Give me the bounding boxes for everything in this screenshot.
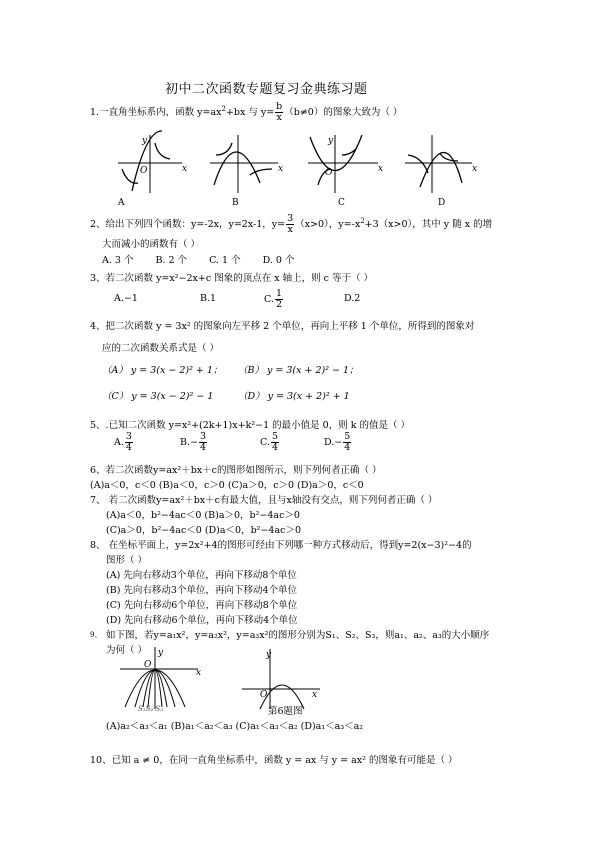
q2-fraction: $\frac{3}{x}$	[287, 213, 294, 235]
question-9-figures	[110, 645, 350, 713]
question-4-line2: 应的二次函数关系式是（ ）	[102, 343, 220, 354]
q6-parabola-figure	[242, 649, 320, 709]
graph-c-x: x	[378, 164, 384, 174]
question-1-stem: 1.一直角坐标系内，函数 $y=ax^2+bx$ 与 y= $\frac{b}{x}$ （b≠0）的图象大致为（ ）	[90, 101, 403, 123]
question-9-line2: 为何（ ）	[106, 645, 148, 656]
question-1-graphs	[110, 125, 480, 210]
question-4-option-c: （C） y = 3(x − 2)² − 1	[102, 391, 214, 402]
question-7-options-row1: (A)a＜0，b²−4ac＜0 (B)a＞0，b²−4ac＞0	[106, 510, 300, 521]
question-10-stem: 10、已知 a ≠ 0，在同一直角坐标系中，函数 y = ax 与 y = ax² 的图象有可能是（ ）	[90, 755, 458, 766]
fig2-origin: O	[260, 690, 268, 700]
question-5-stem: 5、.已知二次函数 y=x²+(2k+1)x+k²−1 的最小值是 0，则 k 的值是（ ）	[90, 420, 411, 431]
graph-d	[405, 135, 477, 208]
fig1-origin: O	[144, 660, 152, 670]
graph-b	[210, 135, 283, 208]
question-3-stem: 3、若二次函数 y=x²−2x+c 图象的顶点在 x 轴上，则 c 等于（ ）	[90, 273, 373, 284]
graph-c-label: C	[338, 198, 345, 208]
graph-c	[308, 135, 383, 208]
question-7-stem: 7、 若二次函数y=ax²＋bx＋c有最大值，且与x轴没有交点，则下列何者正确（ ）	[90, 495, 438, 506]
question-9-line1: 如下图，若y=a₁x²，y=a₂x²，y=a₃x²的图形分别为S₁、S₂、S₃，则a₁、a₂、a₃的大小顺序	[106, 630, 490, 641]
question-8-option-a: (A) 先向右移动3个单位，再向下移动8个单位	[106, 570, 297, 581]
question-6-options: (A)a＜0，c＜0 (B)a＜0，c＞0 (C)a＞0，c＞0 (D)a＞0，c＜0	[90, 480, 364, 491]
question-9-number: 9、	[90, 631, 102, 639]
question-8-option-c: (C) 先向右移动6个单位，再向下移动8个单位	[106, 600, 298, 611]
question-8-line1: 8、 在坐标平面上，y=2x²+4的图形可经由下列哪一种方式移动后，得到y=2(x−3)²−4的	[90, 540, 472, 551]
fig1-y: y	[158, 648, 164, 658]
question-2-options: A. 3 个 B. 2 个 C. 1 个 D. 0 个	[102, 255, 295, 266]
graph-c-origin: O	[325, 168, 333, 178]
q3-fraction: $\frac{1}{2}$	[275, 288, 282, 310]
question-8-option-b: (B) 先向右移动3个单位，再向下移动4个单位	[106, 585, 298, 596]
question-4-line1: 4、把二次函数 y = 3x² 的图象向左平移 2 个单位，再向上平移 1 个单位，所得到的图象对	[90, 321, 475, 332]
question-4-option-a: （A） y = 3(x − 2)² + 1；	[102, 365, 223, 376]
question-5-options: A. $\frac{3}{4}$ B.− $\frac{3}{4}$ C. $\frac{5}{4}$ D.− $\frac{5}{4}$	[114, 431, 351, 453]
graph-a	[117, 131, 187, 208]
graph-a-x: x	[182, 164, 188, 174]
question-2-line1: 2、给出下列四个函数：y=-2x，y=2x-1，y= $\frac{3}{x}$ （x>0），$y=-x^2+3(x>0)$，其中 y 随 x 的增	[90, 213, 493, 235]
graph-a-label: A	[118, 198, 125, 208]
question-6-stem: 6、若二次函数y=ax²＋bx＋c的图形如图所示，则下列何者正确（ ）	[90, 465, 382, 476]
graph-c-y: y	[328, 136, 334, 146]
question-7-options-row2: (C)a＞0，b²−4ac＜0 (D)a＜0，b²−4ac＞0	[106, 525, 301, 536]
graph-d-label: D	[438, 198, 446, 208]
question-4-option-b: （B） y = 3(x + 2)² − 1；	[238, 365, 359, 376]
graph-a-origin: O	[140, 166, 148, 176]
fig2-y: y	[266, 650, 272, 660]
fig2-x: x	[312, 690, 318, 700]
question-2-line2: 大而减小的函数有（ ）	[102, 239, 201, 250]
s-curves-figure	[120, 647, 201, 713]
question-8-line2: 图形（ ）	[106, 555, 148, 566]
page-title: 初中二次函数专题复习金典练习题	[165, 82, 368, 97]
graph-b-x: x	[278, 164, 284, 174]
question-8-option-d: (D) 先向右移动6个单位，再向下移动4个单位	[106, 615, 298, 626]
question-4-option-d: （D） y = 3(x + 2)² + 1	[238, 391, 350, 402]
figure-caption: 第6题图	[268, 706, 303, 717]
graph-b-label: B	[232, 198, 239, 208]
q1-fraction: $\frac{b}{x}$	[276, 101, 283, 123]
question-9-options: (A)a₂＜a₃＜a₁ (B)a₁＜a₂＜a₃ (C)a₁＜a₃＜a₂ (D)a₁＜a₃＜a₂	[106, 721, 364, 732]
fig1-x: x	[196, 668, 202, 678]
graph-a-y: y	[142, 136, 148, 146]
curve-labels: S₁S₂ S₃	[138, 705, 164, 713]
graph-d-x: x	[472, 164, 478, 174]
